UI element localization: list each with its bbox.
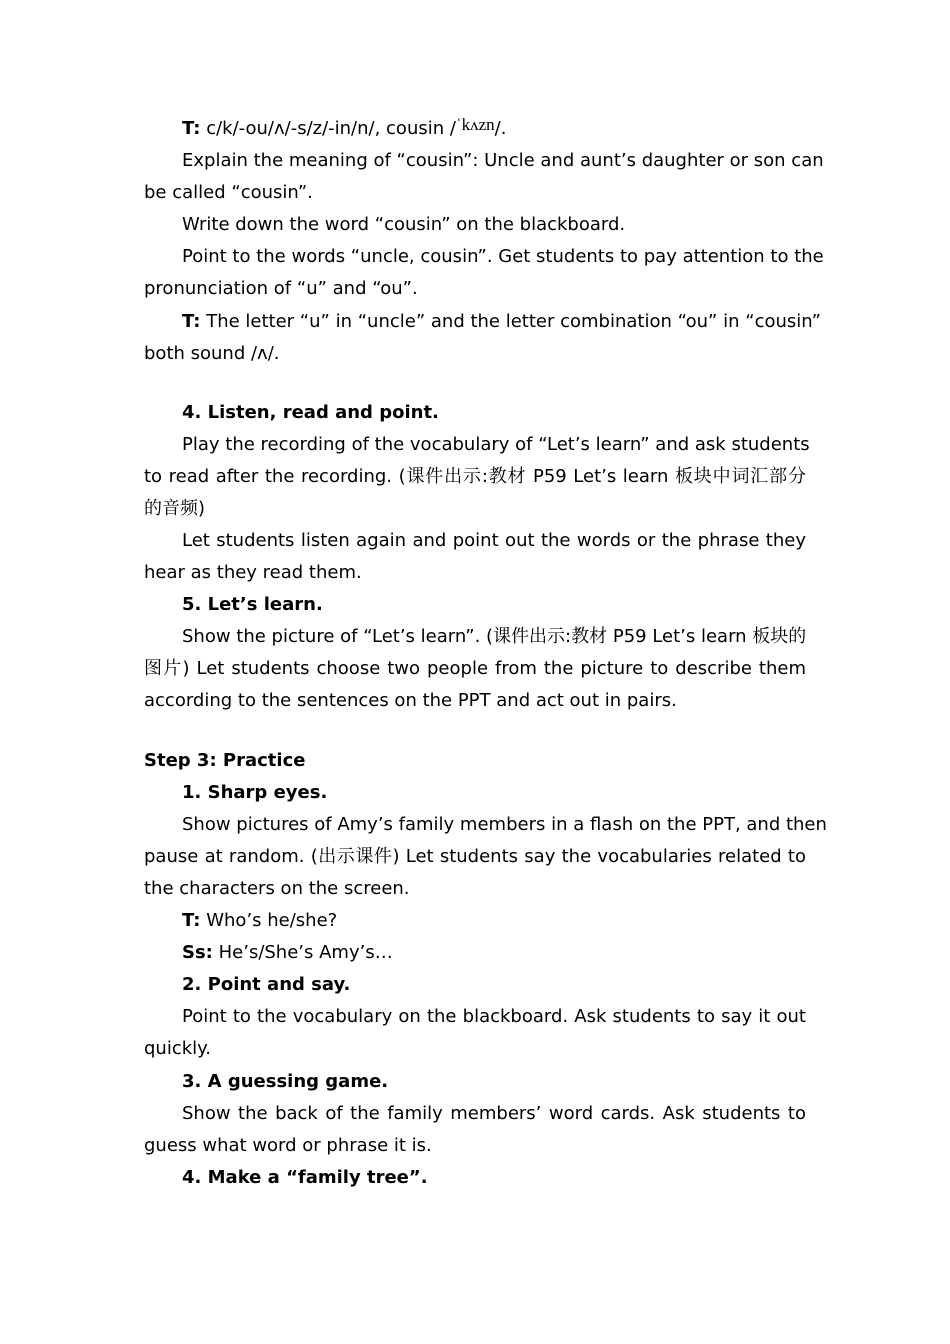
- text: Who’s he/she?: [200, 910, 338, 931]
- paragraph-teacher: [144, 306, 822, 370]
- paragraph-write: [144, 209, 806, 241]
- line: 的音频): [144, 498, 206, 520]
- heading: Step 3: Practice: [144, 750, 306, 771]
- paragraph-show-pictures: [144, 809, 827, 906]
- paragraph-point: [144, 241, 824, 305]
- phonics-line: [144, 113, 806, 145]
- paragraph-explain: [144, 145, 824, 209]
- line: Show the picture of “Let’s learn”. (课件出示:教材 P59 Let’s learn 板块的: [182, 626, 807, 647]
- speaker-label: T:: [182, 118, 201, 139]
- line: the characters on the screen.: [144, 878, 410, 900]
- line: be called “cousin”.: [144, 182, 313, 204]
- text: The letter “u” in “uncle” and the letter combination “ou” in “cousin”: [200, 311, 822, 332]
- speaker-label: T:: [182, 910, 201, 931]
- text: /.: [494, 118, 507, 139]
- heading-sharp-eyes: [144, 777, 806, 809]
- line: both sound /ʌ/.: [144, 343, 280, 365]
- line: Explain the meaning of “cousin”: Uncle and aunt’s daughter or son can: [182, 150, 824, 171]
- line: Point to the vocabulary on the blackboard. Ask students to say it out: [182, 1006, 806, 1027]
- line: Play the recording of the vocabulary of “Let’s learn” and ask students: [182, 434, 810, 455]
- paragraph-show-picture: [144, 621, 806, 718]
- dialogue-students: [144, 937, 806, 969]
- line: quickly.: [144, 1038, 211, 1060]
- speaker-label: T:: [182, 311, 201, 332]
- phonetic: ˈkʌzn: [455, 115, 495, 134]
- line: pronunciation of “u” and “ou”.: [144, 278, 418, 300]
- heading: 3. A guessing game.: [182, 1071, 389, 1092]
- heading: 5. Let’s learn.: [182, 594, 323, 615]
- line: Show pictures of Amy’s family members in a flash on the PPT, and then: [182, 814, 827, 835]
- heading-point-say: [144, 969, 806, 1001]
- heading-guessing: [144, 1066, 806, 1098]
- paragraph-listen-again: [144, 525, 806, 589]
- heading-lets-learn: [144, 589, 806, 621]
- line: according to the sentences on the PPT and act out in pairs.: [144, 690, 677, 712]
- text: c/k/-ou/ʌ/-s/z/-in/n/, cousin /: [200, 118, 456, 139]
- line: to read after the recording. (课件出示:教材 P59 Let’s learn 板块中词汇部分: [144, 466, 806, 488]
- heading: 2. Point and say.: [182, 974, 351, 995]
- line: Show the back of the family members’ word cards. Ask students to: [182, 1103, 806, 1124]
- heading: 4. Listen, read and point.: [182, 402, 439, 423]
- dialogue-teacher: [144, 905, 806, 937]
- heading-step3: [144, 745, 806, 777]
- line: guess what word or phrase it is.: [144, 1135, 432, 1157]
- line: Let students listen again and point out the words or the phrase they: [182, 530, 806, 551]
- heading: 1. Sharp eyes.: [182, 782, 328, 803]
- paragraph-word-cards: [144, 1098, 806, 1162]
- line: Point to the words “uncle, cousin”. Get students to pay attention to the: [182, 246, 824, 267]
- line: pause at random. (出示课件) Let students say the vocabularies related to: [144, 846, 806, 868]
- line: Write down the word “cousin” on the blackboard.: [182, 214, 626, 235]
- text: He’s/She’s Amy’s…: [212, 942, 393, 963]
- heading-listen: [144, 397, 806, 429]
- speaker-label: Ss:: [182, 942, 213, 963]
- heading: 4. Make a “family tree”.: [182, 1167, 428, 1188]
- line: hear as they read them.: [144, 562, 362, 584]
- paragraph-point-vocab: [144, 1001, 806, 1065]
- paragraph-play: [144, 429, 810, 526]
- line: 图片) Let students choose two people from the picture to describe them: [144, 658, 806, 680]
- heading-family-tree: [144, 1162, 806, 1194]
